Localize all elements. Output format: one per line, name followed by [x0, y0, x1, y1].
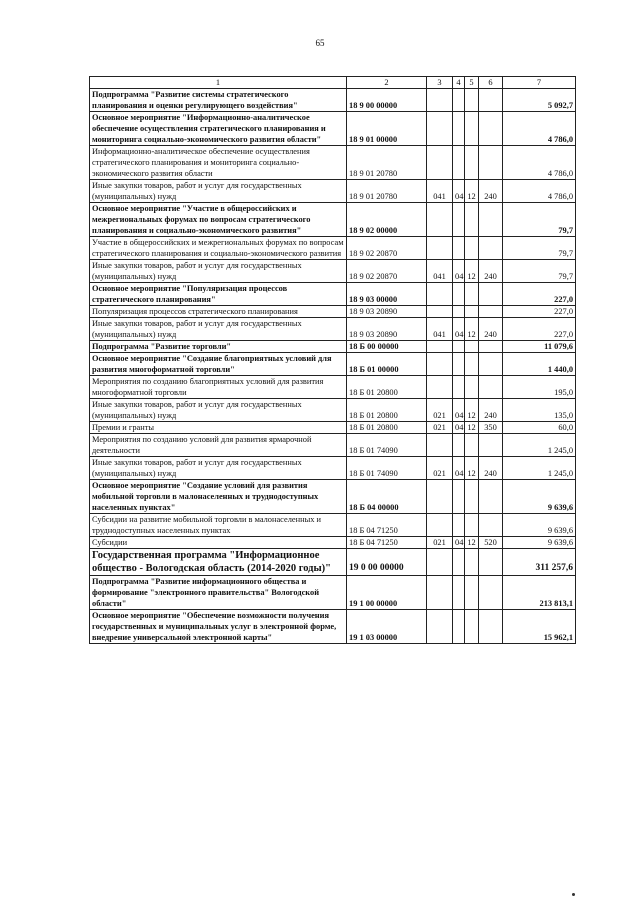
- row-ministry-cell: 021: [427, 399, 453, 422]
- row-ministry-cell: 021: [427, 422, 453, 434]
- row-expense-type-cell: 350: [479, 422, 503, 434]
- row-amount-cell: 9 639,6: [503, 514, 576, 537]
- table-row: [90, 537, 576, 549]
- table-row: [90, 514, 576, 537]
- row-amount-cell: 227,0: [503, 283, 576, 306]
- row-expense-type-cell: [479, 514, 503, 537]
- row-section-cell: [453, 112, 465, 146]
- row-ministry-cell: 041: [427, 318, 453, 341]
- row-name-cell: Мероприятия по созданию благоприятных условий для развития многоформатной торговли: [90, 376, 347, 399]
- row-expense-type-cell: [479, 610, 503, 644]
- row-name-cell: Подпрограмма "Развитие торговли": [90, 341, 347, 353]
- row-amount-cell: 9 639,6: [503, 537, 576, 549]
- scan-dot-mark: [572, 893, 575, 896]
- row-code-cell: 18 Б 04 00000: [347, 480, 427, 514]
- row-subsection-cell: [465, 146, 479, 180]
- table-header: [90, 77, 576, 89]
- row-name-cell: Основное мероприятие "Создание благоприятных условий для развития многоформатной торговли": [90, 353, 347, 376]
- row-ministry-cell: [427, 89, 453, 112]
- row-section-cell: [453, 480, 465, 514]
- table-row: [90, 353, 576, 376]
- row-section-cell: 04: [453, 422, 465, 434]
- row-code-cell: 18 9 00 00000: [347, 89, 427, 112]
- row-section-cell: 04: [453, 457, 465, 480]
- row-ministry-cell: [427, 353, 453, 376]
- row-amount-cell: 213 813,1: [503, 576, 576, 610]
- row-amount-cell: 15 962,1: [503, 610, 576, 644]
- row-subsection-cell: [465, 610, 479, 644]
- row-ministry-cell: [427, 112, 453, 146]
- row-expense-type-cell: 240: [479, 318, 503, 341]
- row-ministry-cell: [427, 549, 453, 576]
- row-expense-type-cell: [479, 549, 503, 576]
- row-name-cell: Субсидии: [90, 537, 347, 549]
- table-row: [90, 260, 576, 283]
- row-ministry-cell: [427, 376, 453, 399]
- table-row: [90, 318, 576, 341]
- row-code-cell: 18 9 01 20780: [347, 146, 427, 180]
- row-section-cell: 04: [453, 318, 465, 341]
- row-code-cell: 18 Б 01 20800: [347, 376, 427, 399]
- row-subsection-cell: [465, 89, 479, 112]
- budget-table: [89, 76, 576, 644]
- row-subsection-cell: 12: [465, 260, 479, 283]
- table-row: [90, 549, 576, 576]
- row-expense-type-cell: [479, 353, 503, 376]
- row-ministry-cell: 041: [427, 260, 453, 283]
- row-expense-type-cell: [479, 341, 503, 353]
- row-section-cell: 04: [453, 260, 465, 283]
- row-amount-cell: 1 245,0: [503, 434, 576, 457]
- row-amount-cell: 79,7: [503, 203, 576, 237]
- row-code-cell: 18 9 03 00000: [347, 283, 427, 306]
- table-row: [90, 203, 576, 237]
- row-amount-cell: 9 639,6: [503, 480, 576, 514]
- row-amount-cell: 4 786,0: [503, 180, 576, 203]
- header-row: [90, 77, 576, 89]
- row-code-cell: 19 1 00 00000: [347, 576, 427, 610]
- row-expense-type-cell: [479, 480, 503, 514]
- row-ministry-cell: [427, 306, 453, 318]
- row-code-cell: 18 Б 01 74090: [347, 434, 427, 457]
- row-name-cell: Основное мероприятие "Обеспечение возможности получения государственных и муниципальных услуг в электронной форме, внедрение универсальной электронной карты": [90, 610, 347, 644]
- row-amount-cell: 311 257,6: [503, 549, 576, 576]
- table-row: [90, 610, 576, 644]
- row-name-cell: Иные закупки товаров, работ и услуг для государственных (муниципальных) нужд: [90, 180, 347, 203]
- table-row: [90, 457, 576, 480]
- row-amount-cell: 1 440,0: [503, 353, 576, 376]
- table-row: [90, 422, 576, 434]
- row-section-cell: [453, 146, 465, 180]
- row-ministry-cell: [427, 576, 453, 610]
- row-subsection-cell: [465, 549, 479, 576]
- row-subsection-cell: 12: [465, 399, 479, 422]
- table-row: [90, 180, 576, 203]
- row-section-cell: [453, 353, 465, 376]
- row-name-cell: Подпрограмма "Развитие системы стратегического планирования и оценки регулирующего воздействия": [90, 89, 347, 112]
- row-ministry-cell: [427, 283, 453, 306]
- row-amount-cell: 1 245,0: [503, 457, 576, 480]
- row-expense-type-cell: [479, 89, 503, 112]
- row-name-cell: Информационно-аналитическое обеспечение осуществления стратегического планирования и мониторинга социально-экономического развития области: [90, 146, 347, 180]
- row-expense-type-cell: 240: [479, 260, 503, 283]
- row-section-cell: 04: [453, 399, 465, 422]
- row-code-cell: 18 Б 01 00000: [347, 353, 427, 376]
- row-expense-type-cell: [479, 434, 503, 457]
- row-section-cell: [453, 376, 465, 399]
- row-code-cell: 18 Б 01 74090: [347, 457, 427, 480]
- row-ministry-cell: [427, 434, 453, 457]
- row-section-cell: [453, 610, 465, 644]
- row-name-cell: Иные закупки товаров, работ и услуг для государственных (муниципальных) нужд: [90, 318, 347, 341]
- row-code-cell: 19 1 03 00000: [347, 610, 427, 644]
- table-row: [90, 89, 576, 112]
- row-code-cell: 18 Б 04 71250: [347, 537, 427, 549]
- row-section-cell: [453, 514, 465, 537]
- row-ministry-cell: 021: [427, 457, 453, 480]
- table-row: [90, 237, 576, 260]
- table-row: [90, 341, 576, 353]
- row-subsection-cell: [465, 283, 479, 306]
- row-subsection-cell: [465, 514, 479, 537]
- table-row: [90, 146, 576, 180]
- row-subsection-cell: 12: [465, 537, 479, 549]
- row-ministry-cell: [427, 341, 453, 353]
- header-col-1: 1: [90, 77, 347, 89]
- row-code-cell: 18 9 03 20890: [347, 318, 427, 341]
- header-col-7: 7: [503, 77, 576, 89]
- row-subsection-cell: [465, 480, 479, 514]
- row-section-cell: [453, 576, 465, 610]
- table-row: [90, 434, 576, 457]
- row-name-cell: Основное мероприятие "Участие в общероссийских и межрегиональных форумах по вопросам стратегического планирования и социально-экономического развития": [90, 203, 347, 237]
- row-expense-type-cell: [479, 146, 503, 180]
- row-amount-cell: 79,7: [503, 260, 576, 283]
- row-code-cell: 18 Б 01 20800: [347, 422, 427, 434]
- row-name-cell: Основное мероприятие "Популяризация процессов стратегического планирования": [90, 283, 347, 306]
- row-expense-type-cell: 240: [479, 399, 503, 422]
- table-row: [90, 576, 576, 610]
- row-expense-type-cell: [479, 112, 503, 146]
- row-code-cell: 18 9 02 20870: [347, 237, 427, 260]
- table-row: [90, 399, 576, 422]
- row-name-cell: Мероприятия по созданию условий для развития ярмарочной деятельности: [90, 434, 347, 457]
- table-row: [90, 480, 576, 514]
- row-section-cell: 04: [453, 180, 465, 203]
- row-ministry-cell: [427, 480, 453, 514]
- row-expense-type-cell: 240: [479, 180, 503, 203]
- row-subsection-cell: [465, 353, 479, 376]
- row-code-cell: 18 Б 00 00000: [347, 341, 427, 353]
- row-amount-cell: 11 079,6: [503, 341, 576, 353]
- row-subsection-cell: [465, 434, 479, 457]
- row-expense-type-cell: [479, 283, 503, 306]
- row-subsection-cell: 12: [465, 180, 479, 203]
- row-ministry-cell: 021: [427, 537, 453, 549]
- row-name-cell: Основное мероприятие "Создание условий для развития мобильной торговли в малонаселенных и труднодоступных населенных пунктах": [90, 480, 347, 514]
- row-name-cell: Основное мероприятие "Информационно-аналитическое обеспечение осуществления стратегического планирования и мониторинга социально-экономического развития области": [90, 112, 347, 146]
- row-name-cell: Иные закупки товаров, работ и услуг для государственных (муниципальных) нужд: [90, 260, 347, 283]
- row-name-cell: Государственная программа "Информационное общество - Вологодская область (2014-2020 годы)": [90, 549, 347, 576]
- row-code-cell: 18 Б 01 20800: [347, 399, 427, 422]
- header-col-5: 5: [465, 77, 479, 89]
- header-col-3: 3: [427, 77, 453, 89]
- header-col-6: 6: [479, 77, 503, 89]
- row-ministry-cell: [427, 514, 453, 537]
- table-row: [90, 306, 576, 318]
- row-amount-cell: 227,0: [503, 318, 576, 341]
- row-ministry-cell: [427, 146, 453, 180]
- row-ministry-cell: [427, 203, 453, 237]
- row-amount-cell: 135,0: [503, 399, 576, 422]
- row-name-cell: Подпрограмма "Развитие информационного общества и формирование "электронного правительства" Вологодской области": [90, 576, 347, 610]
- row-subsection-cell: [465, 112, 479, 146]
- row-code-cell: 18 Б 04 71250: [347, 514, 427, 537]
- row-name-cell: Субсидии на развитие мобильной торговли в малонаселенных и труднодоступных населенных пунктах: [90, 514, 347, 537]
- row-name-cell: Участие в общероссийских и межрегиональных форумах по вопросам стратегического планирования и социально-экономического развития: [90, 237, 347, 260]
- table-row: [90, 112, 576, 146]
- table-body: [90, 89, 576, 644]
- row-subsection-cell: [465, 341, 479, 353]
- row-code-cell: 18 9 01 00000: [347, 112, 427, 146]
- row-section-cell: [453, 341, 465, 353]
- row-name-cell: Иные закупки товаров, работ и услуг для государственных (муниципальных) нужд: [90, 399, 347, 422]
- table-row: [90, 376, 576, 399]
- row-section-cell: [453, 306, 465, 318]
- row-name-cell: Популяризация процессов стратегического планирования: [90, 306, 347, 318]
- row-name-cell: Премии и гранты: [90, 422, 347, 434]
- row-section-cell: [453, 203, 465, 237]
- row-section-cell: [453, 283, 465, 306]
- header-col-2: 2: [347, 77, 427, 89]
- row-section-cell: [453, 237, 465, 260]
- row-amount-cell: 4 786,0: [503, 146, 576, 180]
- row-subsection-cell: [465, 376, 479, 399]
- row-code-cell: 18 9 02 20870: [347, 260, 427, 283]
- row-subsection-cell: [465, 306, 479, 318]
- row-subsection-cell: [465, 203, 479, 237]
- row-expense-type-cell: [479, 203, 503, 237]
- row-subsection-cell: 12: [465, 457, 479, 480]
- row-code-cell: 18 9 02 00000: [347, 203, 427, 237]
- row-amount-cell: 227,0: [503, 306, 576, 318]
- row-amount-cell: 195,0: [503, 376, 576, 399]
- row-expense-type-cell: [479, 237, 503, 260]
- row-ministry-cell: 041: [427, 180, 453, 203]
- row-subsection-cell: [465, 576, 479, 610]
- row-name-cell: Иные закупки товаров, работ и услуг для государственных (муниципальных) нужд: [90, 457, 347, 480]
- row-code-cell: 18 9 01 20780: [347, 180, 427, 203]
- row-amount-cell: 5 092,7: [503, 89, 576, 112]
- header-col-4: 4: [453, 77, 465, 89]
- row-code-cell: 18 9 03 20890: [347, 306, 427, 318]
- row-expense-type-cell: [479, 376, 503, 399]
- row-expense-type-cell: [479, 306, 503, 318]
- row-ministry-cell: [427, 237, 453, 260]
- page-number: 65: [315, 38, 325, 48]
- row-ministry-cell: [427, 610, 453, 644]
- row-amount-cell: 79,7: [503, 237, 576, 260]
- row-amount-cell: 4 786,0: [503, 112, 576, 146]
- row-section-cell: [453, 434, 465, 457]
- row-section-cell: [453, 549, 465, 576]
- row-amount-cell: 60,0: [503, 422, 576, 434]
- row-expense-type-cell: [479, 576, 503, 610]
- row-section-cell: [453, 89, 465, 112]
- row-code-cell: 19 0 00 00000: [347, 549, 427, 576]
- table-row: [90, 283, 576, 306]
- row-expense-type-cell: 240: [479, 457, 503, 480]
- row-subsection-cell: 12: [465, 318, 479, 341]
- row-section-cell: 04: [453, 537, 465, 549]
- row-subsection-cell: [465, 237, 479, 260]
- row-subsection-cell: 12: [465, 422, 479, 434]
- row-expense-type-cell: 520: [479, 537, 503, 549]
